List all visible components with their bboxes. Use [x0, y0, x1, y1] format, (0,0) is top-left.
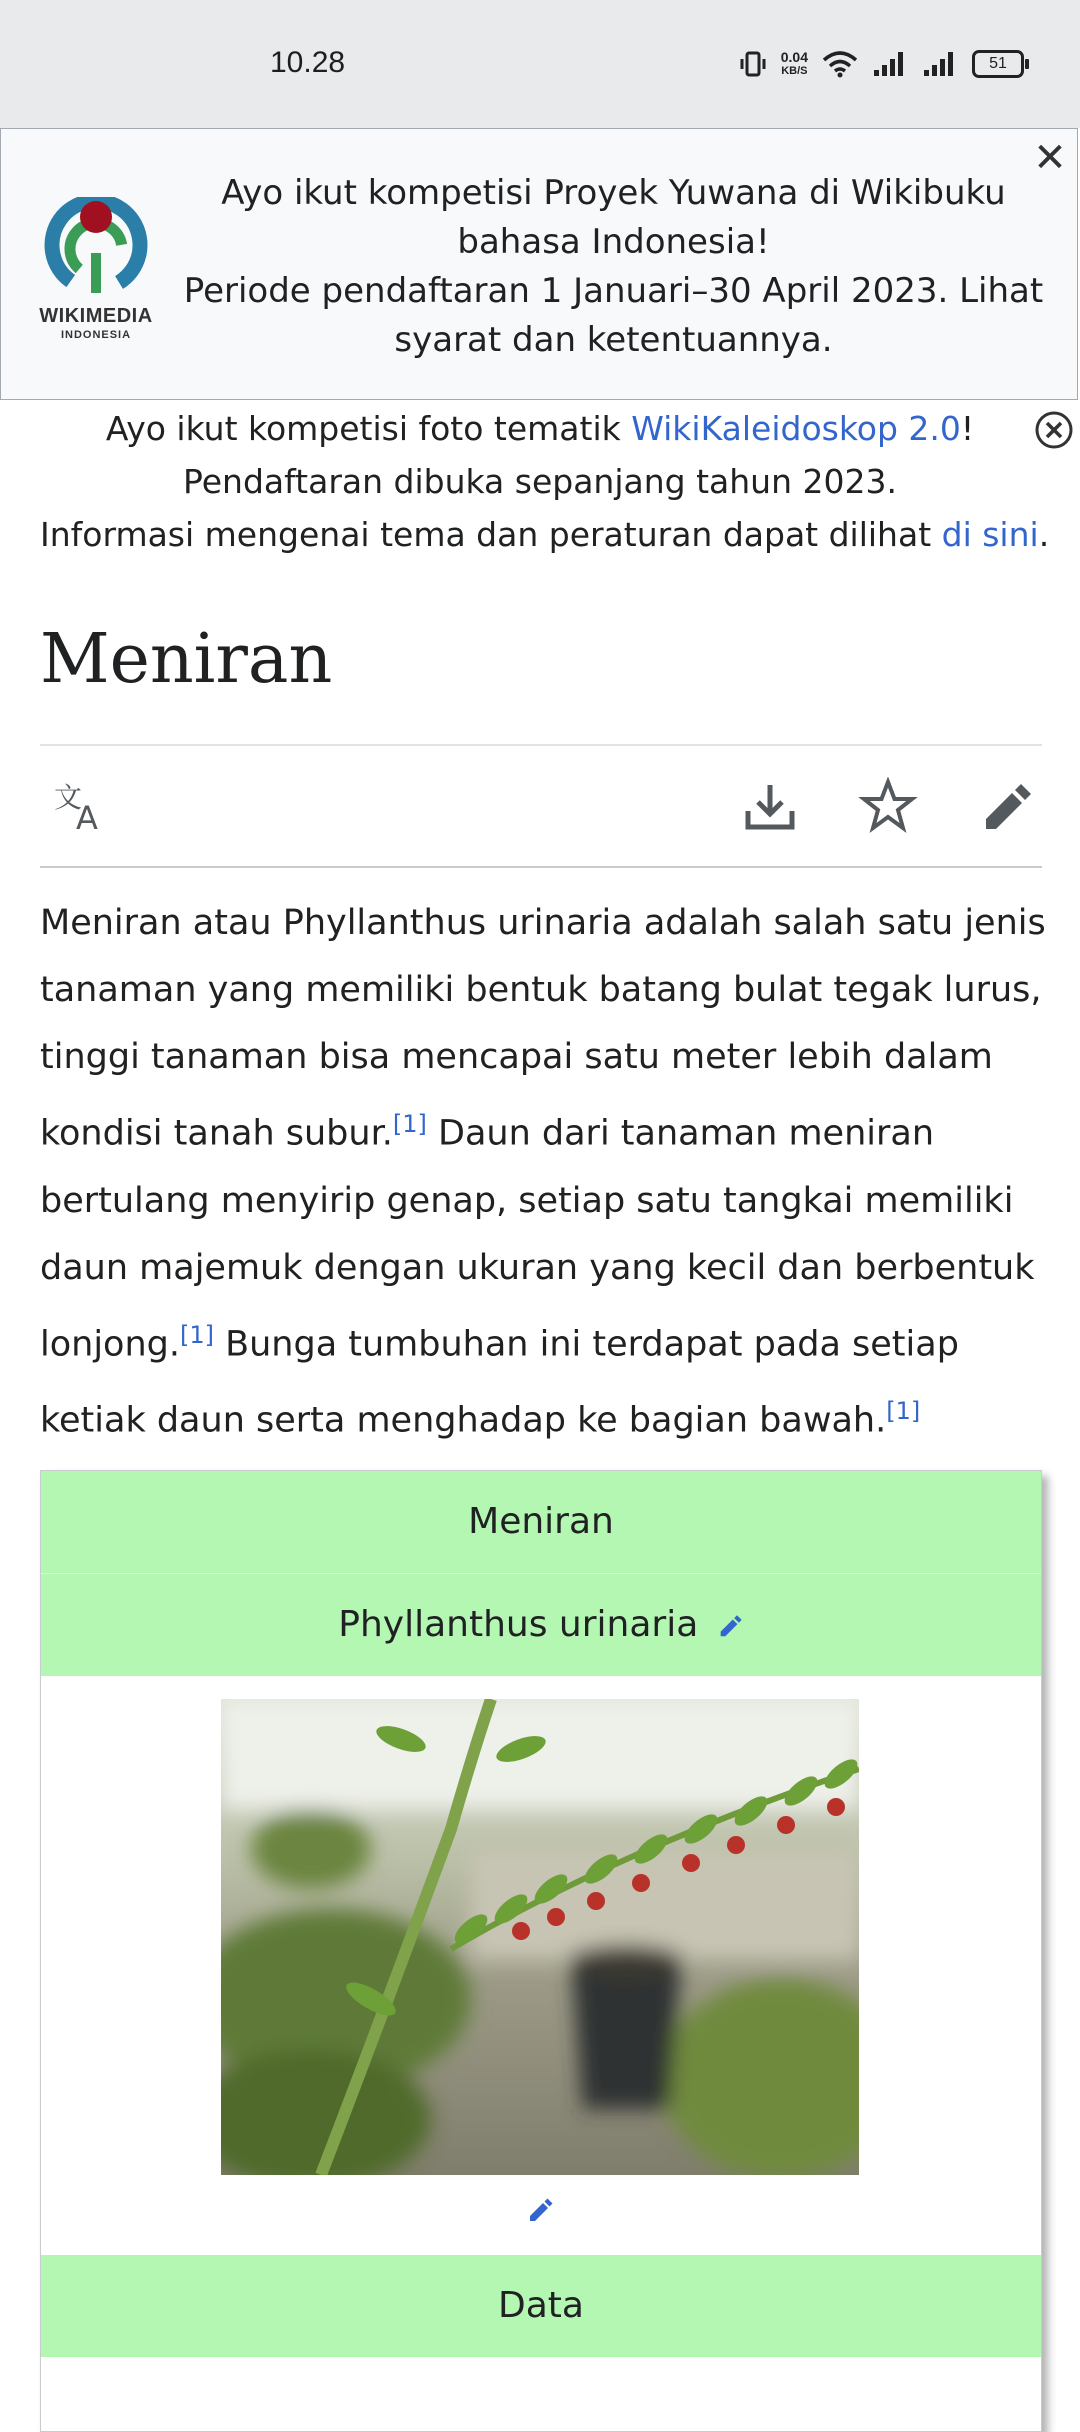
taxobox [40, 1470, 1042, 2432]
reference-link[interactable]: [1] [179, 1320, 214, 1349]
signal-icon-2 [922, 50, 958, 78]
di-sini-link[interactable]: di sini [941, 515, 1039, 554]
meniran-image[interactable] [221, 1699, 859, 2175]
divider [40, 866, 1042, 868]
page-title: Meniran [40, 620, 333, 699]
vibrate-icon [739, 50, 767, 78]
page-actions-toolbar [40, 762, 1042, 852]
svg-text:A: A [76, 799, 98, 837]
status-icons [739, 50, 1024, 78]
infobox-data-header: Data [41, 2255, 1041, 2357]
wikimedia-logo [21, 197, 171, 347]
reference-link[interactable]: [1] [886, 1397, 921, 1426]
article-intro: Meniran atau Phyllanthus urinaria adalah salah satu jenis tanaman yang memiliki bentuk batang bulat tegak lurus, tinggi tanaman bisa mencapai satu meter lebih dalam kondisi tanah subur.[1] Daun dari tanaman meniran bertulang menyirip genap, setiap satu tangkai memiliki daun majemuk dengan ukuran yang kecil dan berbentuk lonjong.[1] Bunga tumbuhan ini terdapat pada setiap ketiak daun serta menghadap ke bagian bawah.[1] [40, 903, 1046, 1441]
edit-icon[interactable] [976, 777, 1036, 837]
star-icon[interactable] [858, 777, 918, 837]
infobox-scientific-name: Phyllanthus urinaria [41, 1574, 1041, 1676]
close-icon[interactable]: ✕ [1033, 135, 1067, 181]
signal-icon-1 [872, 50, 908, 78]
wikikaleidoskop-link[interactable]: WikiKaleidoskop 2.0 [631, 409, 961, 448]
infobox-title: Meniran [41, 1471, 1041, 1573]
battery-icon: 51 [972, 50, 1024, 78]
edit-image-icon[interactable] [525, 2195, 555, 2225]
notice-line-3: Informasi mengenai tema dan peraturan dapat dilihat di sini. [40, 515, 1050, 554]
status-time: 10.28 [270, 46, 346, 79]
download-icon[interactable] [740, 777, 800, 837]
reference-link[interactable]: [1] [392, 1110, 427, 1138]
edit-icon[interactable] [716, 1612, 744, 1640]
banner-message[interactable] [161, 169, 1066, 365]
wikimedia-logo-icon [21, 197, 171, 307]
logo-text: WIKIMEDIA [39, 305, 153, 327]
wifi-icon [822, 50, 858, 78]
divider [40, 744, 1042, 746]
banner-line-1[interactable]: Ayo ikut kompetisi Proyek Yuwana di Wikibuku bahasa Indonesia! [221, 173, 1006, 262]
svg-text:文: 文 [54, 781, 83, 814]
notice-line-1: Ayo ikut kompetisi foto tematik WikiKaleidoskop 2.0! [105, 409, 975, 448]
dismiss-notice-icon[interactable] [1034, 410, 1074, 450]
central-notice-banner [0, 128, 1078, 400]
plant-photo[interactable] [221, 1699, 859, 2175]
notice-line-2: Pendaftaran dibuka sepanjang tahun 2023. [183, 462, 897, 501]
network-speed: 0.04 KB/S [780, 49, 808, 77]
translate-icon[interactable] [50, 777, 110, 837]
logo-subtext: INDONESIA [60, 329, 132, 341]
site-notice [0, 402, 1080, 577]
status-bar [0, 0, 1080, 128]
banner-line-2[interactable]: Periode pendaftaran 1 Januari–30 April 2023. Lihat syarat dan ketentuannya. [183, 271, 1044, 360]
